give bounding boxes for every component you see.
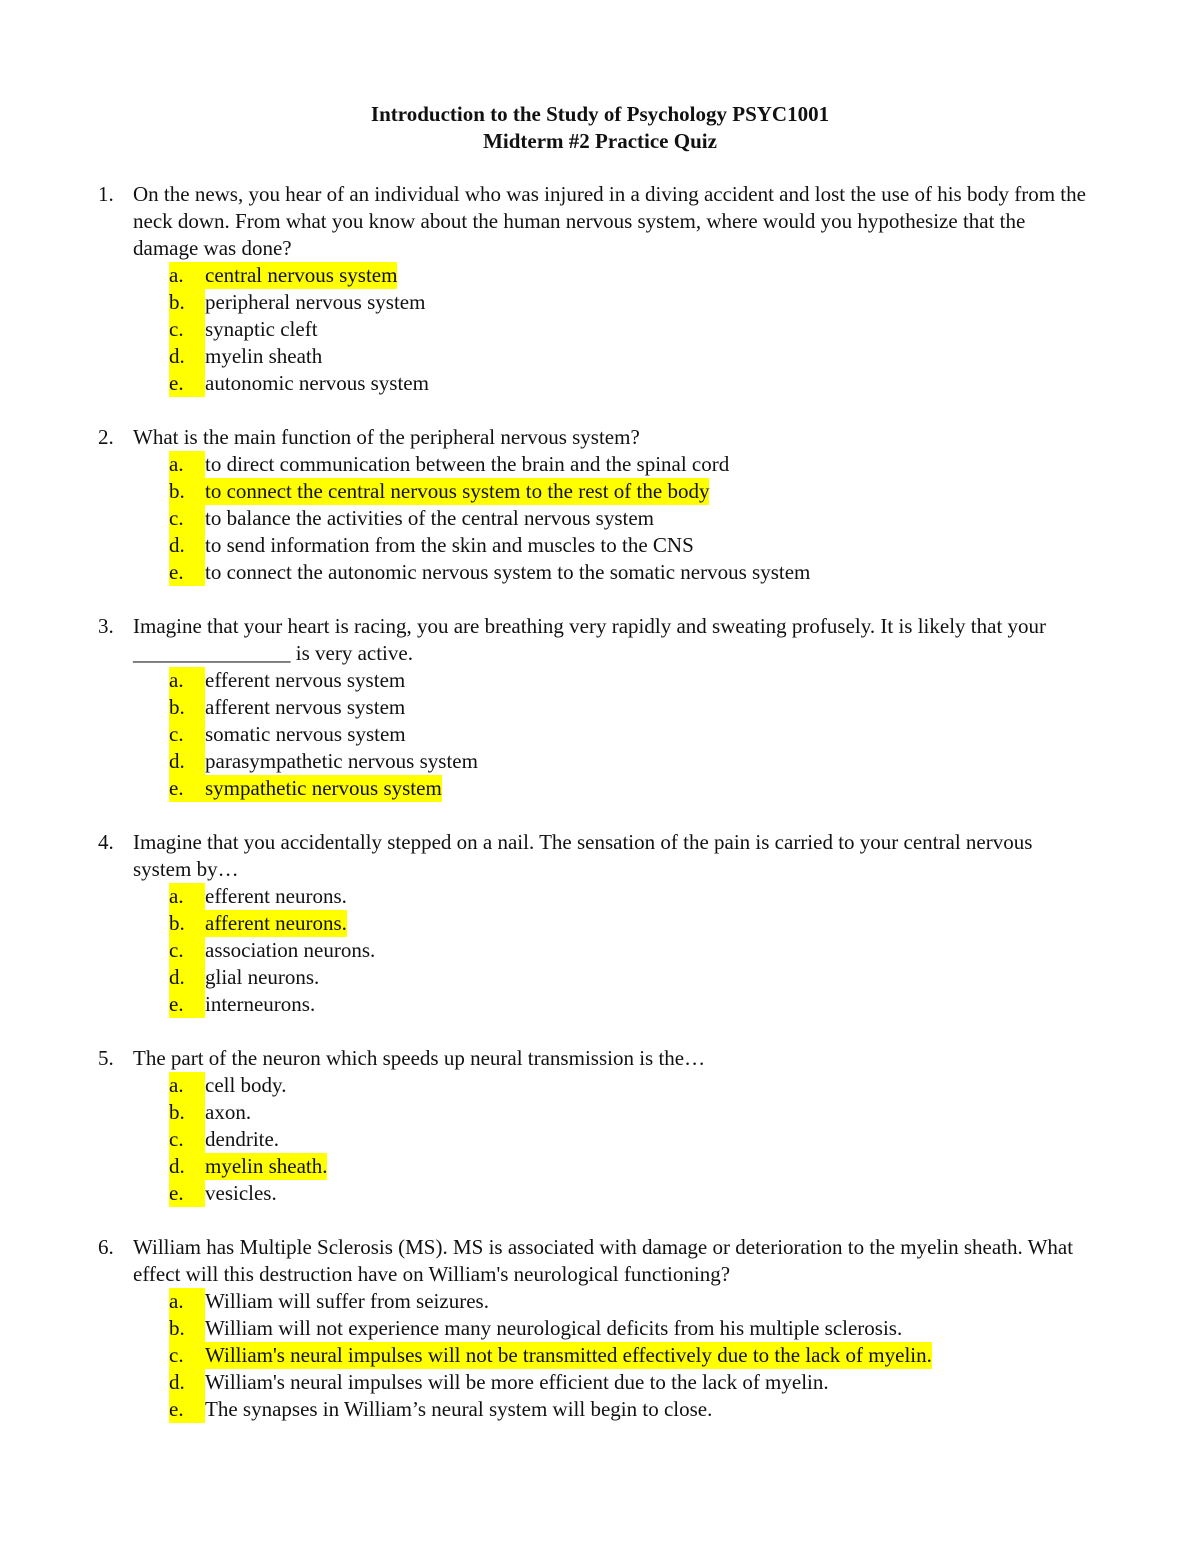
option-letter: d. (169, 748, 205, 775)
option-letter: d. (169, 343, 205, 370)
option-letter: e. (169, 559, 205, 586)
option-text: dendrite. (205, 1127, 280, 1151)
option-letter: c. (169, 1342, 205, 1369)
answer-option (133, 1288, 1090, 1315)
option-letter: a. (169, 262, 205, 289)
option-letter: a. (169, 883, 205, 910)
option-letter: a. (169, 451, 205, 478)
option-text: peripheral nervous system (205, 290, 426, 314)
answer-options (133, 667, 1090, 802)
answer-option (133, 748, 1090, 775)
question-1 (0, 181, 1200, 397)
question-number: 5. (98, 1046, 114, 1070)
option-letter: b. (169, 1315, 205, 1342)
option-letter: a. (169, 667, 205, 694)
question-number: 6. (98, 1235, 114, 1259)
document-title: Introduction to the Study of Psychology PSYC1001 (370, 102, 830, 126)
question-3 (0, 613, 1200, 802)
answer-option (133, 559, 1090, 586)
option-text: William's neural impulses will not be transmitted effectively due to the lack of myelin. (205, 1343, 932, 1367)
document-subtitle: Midterm #2 Practice Quiz (483, 129, 717, 153)
answer-option (133, 991, 1090, 1018)
answer-option (133, 1315, 1090, 1342)
answer-option (133, 1099, 1090, 1126)
question-number: 3. (98, 614, 114, 638)
option-text: synaptic cleft (205, 317, 318, 341)
question-number: 1. (98, 182, 114, 206)
answer-options (133, 451, 1090, 586)
option-letter: c. (169, 937, 205, 964)
option-text: association neurons. (205, 938, 376, 962)
answer-option (133, 451, 1090, 478)
answer-option (133, 1180, 1090, 1207)
option-text: efferent neurons. (205, 884, 347, 908)
answer-option (133, 289, 1090, 316)
answer-option (133, 316, 1090, 343)
answer-option-correct (133, 1342, 1090, 1369)
question-number: 2. (98, 425, 114, 449)
question-text: William has Multiple Sclerosis (MS). MS is associated with damage or deterioration to the myelin sheath. What effect will this destruction have on William's neurological functioning? (133, 1235, 1074, 1286)
option-text: glial neurons. (205, 965, 320, 989)
option-text: to connect the autonomic nervous system to the somatic nervous system (205, 560, 811, 584)
option-text: to send information from the skin and muscles to the CNS (205, 533, 694, 557)
option-text: afferent neurons. (205, 911, 347, 935)
question-text: The part of the neuron which speeds up neural transmission is the… (133, 1046, 706, 1070)
answer-option (133, 1369, 1090, 1396)
answer-options (133, 1072, 1090, 1207)
option-text: somatic nervous system (205, 722, 406, 746)
option-letter: d. (169, 1369, 205, 1396)
option-text: central nervous system (205, 263, 398, 287)
option-letter: e. (169, 775, 205, 802)
answer-option (133, 1072, 1090, 1099)
answer-option-correct (133, 775, 1090, 802)
answer-option (133, 343, 1090, 370)
option-text: to balance the activities of the central nervous system (205, 506, 655, 530)
option-letter: e. (169, 1396, 205, 1423)
answer-option (133, 883, 1090, 910)
option-text: to connect the central nervous system to the rest of the body (205, 479, 710, 503)
question-6 (0, 1234, 1200, 1423)
question-2 (0, 424, 1200, 586)
option-text: cell body. (205, 1073, 287, 1097)
answer-option (133, 667, 1090, 694)
option-letter: b. (169, 694, 205, 721)
answer-options (133, 262, 1090, 397)
option-text: interneurons. (205, 992, 316, 1016)
option-text: myelin sheath. (205, 1154, 328, 1178)
question-5 (0, 1045, 1200, 1207)
option-text: autonomic nervous system (205, 371, 429, 395)
answer-option-correct (133, 1153, 1090, 1180)
option-letter: c. (169, 721, 205, 748)
option-letter: b. (169, 289, 205, 316)
option-letter: b. (169, 478, 205, 505)
answer-options (133, 883, 1090, 1018)
question-text: Imagine that your heart is racing, you are breathing very rapidly and sweating profusely. It is likely that your _______________ is very active. (133, 614, 1047, 665)
option-text: parasympathetic nervous system (205, 749, 478, 773)
answer-option (133, 937, 1090, 964)
question-text: On the news, you hear of an individual who was injured in a diving accident and lost the use of his body from the neck down. From what you know about the human nervous system, where would you hypothesize that the damage was done? (133, 182, 1086, 260)
option-text: William will not experience many neurological deficits from his multiple sclerosis. (205, 1316, 903, 1340)
option-letter: e. (169, 370, 205, 397)
option-letter: c. (169, 505, 205, 532)
option-letter: b. (169, 1099, 205, 1126)
answer-option (133, 694, 1090, 721)
option-text: sympathetic nervous system (205, 776, 442, 800)
answer-option (133, 370, 1090, 397)
option-letter: e. (169, 1180, 205, 1207)
answer-option (133, 721, 1090, 748)
option-text: myelin sheath (205, 344, 323, 368)
option-letter: e. (169, 991, 205, 1018)
option-text: to direct communication between the brain and the spinal cord (205, 452, 730, 476)
question-text: What is the main function of the peripheral nervous system? (133, 425, 640, 449)
document-header (0, 101, 1200, 155)
answer-option-correct (133, 262, 1090, 289)
option-letter: d. (169, 532, 205, 559)
option-letter: c. (169, 1126, 205, 1153)
answer-option (133, 532, 1090, 559)
answer-option (133, 1396, 1090, 1423)
answer-option (133, 505, 1090, 532)
question-list (0, 181, 1200, 1450)
answer-option-correct (133, 910, 1090, 937)
option-letter: d. (169, 1153, 205, 1180)
option-letter: c. (169, 316, 205, 343)
option-letter: d. (169, 964, 205, 991)
option-letter: a. (169, 1288, 205, 1315)
option-text: efferent nervous system (205, 668, 406, 692)
option-text: William's neural impulses will be more efficient due to the lack of myelin. (205, 1370, 829, 1394)
answer-options (133, 1288, 1090, 1423)
option-text: axon. (205, 1100, 252, 1124)
answer-option (133, 964, 1090, 991)
question-4 (0, 829, 1200, 1018)
answer-option-correct (133, 478, 1090, 505)
answer-option (133, 1126, 1090, 1153)
option-letter: a. (169, 1072, 205, 1099)
option-text: The synapses in William’s neural system will begin to close. (205, 1397, 713, 1421)
option-text: William will suffer from seizures. (205, 1289, 489, 1313)
option-letter: b. (169, 910, 205, 937)
question-text: Imagine that you accidentally stepped on a nail. The sensation of the pain is carried to your central nervous system by… (133, 830, 1033, 881)
option-text: vesicles. (205, 1181, 277, 1205)
question-number: 4. (98, 830, 114, 854)
option-text: afferent nervous system (205, 695, 406, 719)
